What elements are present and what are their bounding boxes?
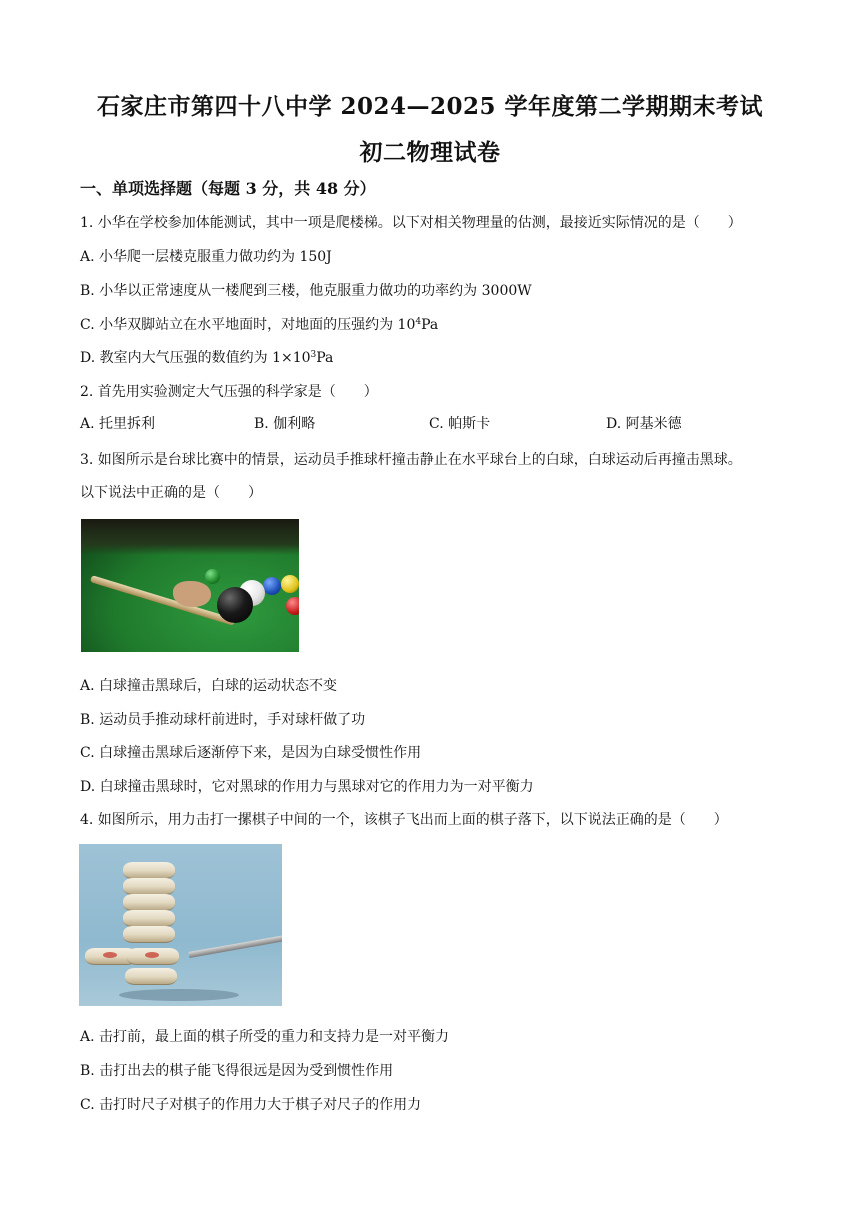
question-1-option-b: B. 小华以正常速度从一楼爬到三楼，他克服重力做功的功率约为 3000W — [80, 283, 532, 299]
question-1-option-d — [80, 347, 333, 367]
black-ball — [217, 587, 253, 623]
chess-stack-photo — [79, 844, 282, 1006]
bottom-chess-piece — [125, 968, 177, 985]
question-3-option-c: C. 白球撞击黑球后逐渐停下来，是因为白球受惯性作用 — [80, 745, 422, 761]
question-3-stem-line1: 3. 如图所示是台球比赛中的情景，运动员手推球杆撞击静止在水平球台上的白球，白球运动后再撞击黑球。 — [80, 452, 742, 468]
yellow-ball — [281, 575, 299, 593]
question-1-option-c — [80, 314, 438, 334]
question-3-stem-line2: 以下说法中正确的是（ ） — [80, 485, 262, 501]
section-heading: 一、单项选择题（每题 3 分，共 48 分） — [80, 179, 376, 198]
option-c-text: C. 小华双脚站立在水平地面时，对地面的压强约为 10 — [80, 317, 416, 333]
question-2-stem: 2. 首先用实验测定大气压强的科学家是（ ） — [80, 384, 378, 400]
option-c-exponent: 4 — [415, 317, 422, 327]
question-2-option-a: A. 托里拆利 — [80, 416, 156, 432]
exam-subtitle: 初二物理试卷 — [359, 139, 501, 166]
exam-title: 石家庄市第四十八中学 2024—2025 学年度第二学期期末考试 — [96, 93, 764, 120]
question-2-option-c: C. 帕斯卡 — [429, 416, 491, 432]
player-hand — [173, 581, 211, 607]
question-4-option-a: A. 击打前，最上面的棋子所受的重力和支持力是一对平衡力 — [80, 1029, 450, 1045]
question-4-option-c: C. 击打时尺子对棋子的作用力大于棋子对尺子的作用力 — [80, 1097, 422, 1113]
chess-piece — [123, 894, 175, 911]
chess-piece — [123, 878, 175, 895]
blue-ball — [263, 577, 281, 595]
chess-piece — [123, 862, 175, 879]
red-ball — [286, 597, 299, 615]
ruler — [188, 931, 282, 958]
option-d-exponent: 3 — [310, 350, 317, 360]
option-c-unit: Pa — [421, 317, 439, 333]
question-1-stem: 1. 小华在学校参加体能测试，其中一项是爬楼梯。以下对相关物理量的估测，最接近实际情况的是（ ） — [80, 215, 742, 231]
question-4-option-b: B. 击打出去的棋子能飞得很远是因为受到惯性作用 — [80, 1063, 394, 1079]
question-2-option-b: B. 伽利略 — [254, 416, 316, 432]
question-1-option-a: A. 小华爬一层楼克服重力做功约为 150J — [80, 249, 332, 265]
billiards-photo — [81, 519, 299, 652]
question-2-option-d: D. 阿基米德 — [606, 416, 682, 432]
question-3-option-d: D. 白球撞击黑球时，它对黑球的作用力与黑球对它的作用力为一对平衡力 — [80, 779, 534, 795]
question-3-option-b: B. 运动员手推动球杆前进时，手对球杆做了功 — [80, 712, 366, 728]
option-d-text: D. 教室内大气压强的数值约为 1×10 — [80, 350, 311, 366]
option-d-unit: Pa — [316, 350, 334, 366]
chess-piece — [123, 926, 175, 943]
question-3-option-a: A. 白球撞击黑球后，白球的运动状态不变 — [80, 678, 338, 694]
chess-piece — [123, 910, 175, 927]
green-ball — [205, 569, 220, 584]
question-4-stem: 4. 如图所示，用力击打一摞棋子中间的一个，该棋子飞出而上面的棋子落下，以下说法正确的是（ ） — [80, 812, 728, 828]
